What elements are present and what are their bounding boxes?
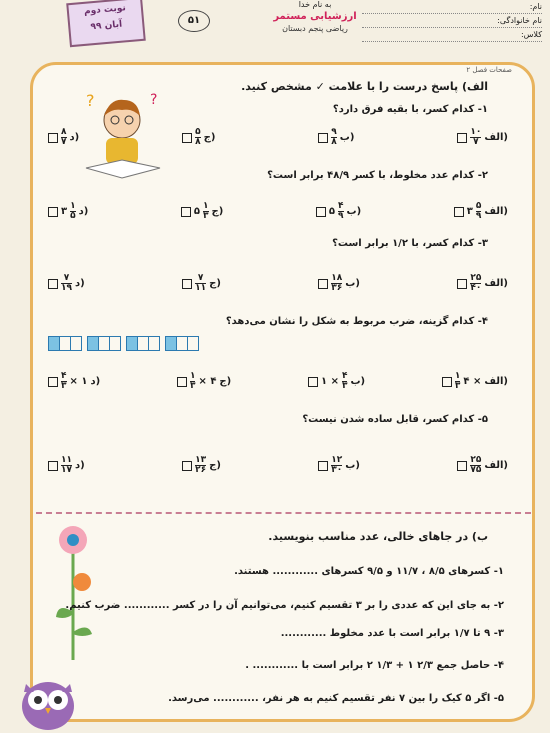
numerator: ۲۵: [470, 273, 482, 283]
student-fields: [362, 0, 542, 42]
option-d[interactable]: [48, 372, 100, 391]
checkbox[interactable]: [48, 133, 58, 143]
denominator: ۳۰: [331, 465, 343, 475]
option-label: ب): [346, 206, 362, 217]
factor: × ۴: [198, 376, 217, 387]
denominator: ۱۹: [61, 283, 72, 293]
option-c[interactable]: [177, 372, 231, 391]
owl-illustration: [16, 670, 80, 733]
fraction-bars-figure: [48, 336, 293, 351]
option-label: ج): [211, 206, 224, 217]
option-b[interactable]: [318, 128, 354, 147]
checkbox[interactable]: [48, 279, 58, 289]
option-a[interactable]: [457, 128, 508, 147]
numerator: ۱۰: [470, 127, 482, 137]
fraction: [203, 202, 209, 221]
denominator: ۳: [454, 381, 461, 391]
checkbox[interactable]: [457, 133, 467, 143]
fraction: [195, 274, 206, 293]
denominator: ۳۶: [331, 283, 343, 293]
whole-part: ۵: [193, 206, 201, 217]
numerator: ۵: [195, 127, 201, 137]
denominator: ۷۵: [470, 465, 482, 475]
option-c[interactable]: [182, 274, 221, 293]
option-c[interactable]: [182, 456, 221, 475]
option-b[interactable]: [316, 202, 361, 221]
numerator: ۴: [338, 201, 344, 211]
checkbox[interactable]: [48, 461, 58, 471]
option-label: الف): [484, 206, 508, 217]
denominator: ۹: [475, 211, 482, 221]
option-d[interactable]: [48, 274, 85, 293]
fraction: [455, 372, 461, 391]
option-d[interactable]: [48, 456, 85, 475]
factor: ۱ ×: [320, 376, 339, 387]
svg-text:?: ?: [86, 91, 95, 110]
header-title-block: [250, 0, 380, 33]
option-label: الف): [484, 132, 508, 143]
option-label: الف): [484, 278, 508, 289]
family-field[interactable]: نام خانوادگی:: [362, 14, 542, 28]
numerator: ۵: [475, 201, 482, 211]
bar-group: [48, 336, 82, 351]
option-label: ب): [350, 376, 366, 387]
numerator: ۷: [197, 273, 204, 283]
flower-illustration: [38, 522, 108, 662]
denominator: ۱۷: [61, 465, 72, 475]
fraction: [61, 274, 72, 293]
chapter-label: صفحات فصل ۲: [466, 66, 512, 74]
bar-group: [126, 336, 160, 351]
option-label: ب): [339, 132, 355, 143]
name-field[interactable]: نام:: [362, 0, 542, 14]
denominator: ۸: [195, 137, 201, 147]
whole-part: ۵: [328, 206, 335, 217]
fill-line-4[interactable]: ۴- حاصل جمع ۲/۳ ۱ + ۱/۳ ۲ برابر است با ............ .: [245, 660, 504, 671]
checkbox[interactable]: [48, 207, 58, 217]
basmala: به نام خدا: [298, 0, 332, 9]
fill-line-2[interactable]: ۲- به جای این که عددی را بر ۳ تقسیم کنیم، می‌توانیم آن را در کسر ............ ضرب کنیم.: [65, 600, 504, 611]
question-4: ۴- کدام گزینه، ضرب مربوط به شکل را نشان می‌دهد؟: [225, 316, 488, 327]
fraction: [70, 202, 76, 221]
option-d[interactable]: [48, 128, 79, 147]
fraction: [331, 274, 342, 293]
numerator: ۱۱: [61, 455, 72, 465]
fraction: [190, 372, 196, 391]
option-a[interactable]: [442, 372, 508, 391]
question-4-options: [48, 372, 508, 391]
checkbox[interactable]: [48, 377, 58, 387]
option-d[interactable]: [48, 202, 88, 221]
denominator: ۳: [61, 381, 67, 391]
section-b-heading: ب) در جاهای خالی، عدد مناسب بنویسید.: [268, 530, 488, 543]
checkbox[interactable]: [182, 133, 192, 143]
numerator: ۱: [203, 201, 209, 211]
option-b[interactable]: [318, 456, 360, 475]
checkbox[interactable]: [454, 207, 464, 217]
fill-line-5[interactable]: ۵- اگر ۵ کیک را بین ۷ نفر تقسیم کنیم به هر نفر، ............ می‌رسد.: [168, 693, 504, 704]
checkbox[interactable]: [457, 461, 467, 471]
checkbox[interactable]: [457, 279, 467, 289]
denominator: ۷: [61, 137, 67, 147]
question-2: ۲- کدام عدد مخلوط، با کسر ۴۸/۹ برابر است؟: [267, 170, 488, 181]
fraction: [338, 202, 344, 221]
numerator: ۱۸: [331, 273, 343, 283]
fraction: [331, 128, 337, 147]
fraction: [195, 128, 201, 147]
fill-line-1[interactable]: ۱- کسرهای ۸/۵ ، ۱۱/۷ و ۹/۵ کسرهای ............ هستند.: [234, 566, 504, 577]
option-label: د): [75, 278, 85, 289]
question-3: ۳- کدام کسر، با ۱/۲ برابر است؟: [332, 238, 488, 249]
checkbox[interactable]: [318, 279, 328, 289]
option-label: الف): [484, 460, 508, 471]
question-3-options: [48, 274, 508, 293]
fraction: [470, 274, 481, 293]
denominator: ۳: [203, 211, 209, 221]
option-c[interactable]: [181, 202, 223, 221]
bar-group: [165, 336, 199, 351]
numerator: ۴: [341, 371, 348, 381]
page-title: ارزشیابی مستمر: [273, 11, 357, 22]
fraction: [61, 128, 67, 147]
whole-part: ۳: [61, 206, 68, 217]
option-b[interactable]: [308, 372, 365, 391]
numerator: ۱: [189, 371, 196, 381]
section-divider: [36, 512, 531, 514]
checkbox[interactable]: [318, 133, 328, 143]
option-label: د): [90, 376, 101, 387]
numerator: ۴: [61, 371, 67, 381]
option-label: ب): [345, 278, 360, 289]
option-label: ج): [209, 278, 221, 289]
option-a[interactable]: [457, 274, 508, 293]
option-c[interactable]: [182, 128, 215, 147]
svg-text:?: ?: [150, 92, 158, 108]
page-number: ۵۱: [178, 10, 210, 32]
denominator: ۴۰: [470, 283, 482, 293]
fraction: [470, 128, 481, 147]
badge-line1: نوبت دوم: [83, 3, 127, 17]
denominator: ۵: [70, 211, 76, 221]
option-a[interactable]: [454, 202, 508, 221]
numerator: ۸: [61, 127, 67, 137]
fraction: [195, 456, 206, 475]
fraction: [61, 372, 67, 391]
checkbox[interactable]: [182, 279, 192, 289]
fraction: [342, 372, 348, 391]
checkbox[interactable]: [442, 377, 452, 387]
bar-group: [87, 336, 121, 351]
denominator: ۷: [473, 137, 479, 147]
denominator: ۱۱: [195, 283, 207, 293]
numerator: ۱۲: [331, 455, 343, 465]
whole-part: ۳: [466, 206, 473, 217]
numerator: ۹: [331, 127, 337, 137]
question-2-options: [48, 202, 508, 221]
option-label: ج): [203, 132, 216, 143]
question-1-options: [48, 128, 508, 147]
option-label: د): [78, 206, 89, 217]
question-1: ۱- کدام کسر، با بقیه فرق دارد؟: [332, 104, 488, 115]
denominator: ۸: [331, 137, 337, 147]
denominator: ۳: [341, 381, 348, 391]
checkbox[interactable]: [308, 377, 318, 387]
section-a-heading: الف) پاسخ درست را با علامت ✓ مشخص کنید.: [241, 80, 488, 93]
exam-badge: [66, 0, 146, 47]
checkbox[interactable]: [177, 377, 187, 387]
option-label: ب): [345, 460, 360, 471]
fill-line-3[interactable]: ۳- ۹ تا ۱/۷ برابر است با عدد مخلوط ............: [280, 628, 504, 639]
factor: × ۱: [69, 376, 88, 387]
option-label: الف): [484, 376, 508, 387]
numerator: ۱: [70, 201, 76, 211]
numerator: ۱: [454, 371, 461, 381]
checkbox[interactable]: [316, 207, 326, 217]
numerator: ۱۳: [195, 455, 207, 465]
numerator: ۷: [63, 273, 70, 283]
denominator: ۳: [189, 381, 196, 391]
option-label: د): [69, 132, 80, 143]
denominator: ۹: [338, 211, 344, 221]
page-subtitle: ریاضی پنجم دبستان: [282, 24, 348, 33]
class-field[interactable]: کلاس:: [362, 28, 542, 42]
checkbox[interactable]: [181, 207, 191, 217]
denominator: ۲۶: [195, 465, 207, 475]
option-a[interactable]: [457, 456, 508, 475]
fraction: [61, 456, 72, 475]
fraction: [470, 456, 481, 475]
checkbox[interactable]: [182, 461, 192, 471]
checkbox[interactable]: [318, 461, 328, 471]
option-label: ج): [219, 376, 232, 387]
numerator: ۲۵: [470, 455, 482, 465]
option-label: د): [75, 460, 85, 471]
question-5: ۵- کدام کسر، قابل ساده شدن نیست؟: [302, 414, 488, 425]
fraction: [476, 202, 482, 221]
factor: ۴ ×: [463, 376, 482, 387]
question-5-options: [48, 456, 508, 475]
option-label: ج): [209, 460, 221, 471]
fraction: [331, 456, 342, 475]
option-b[interactable]: [318, 274, 360, 293]
badge-line2: آبان ۹۹: [90, 19, 123, 33]
